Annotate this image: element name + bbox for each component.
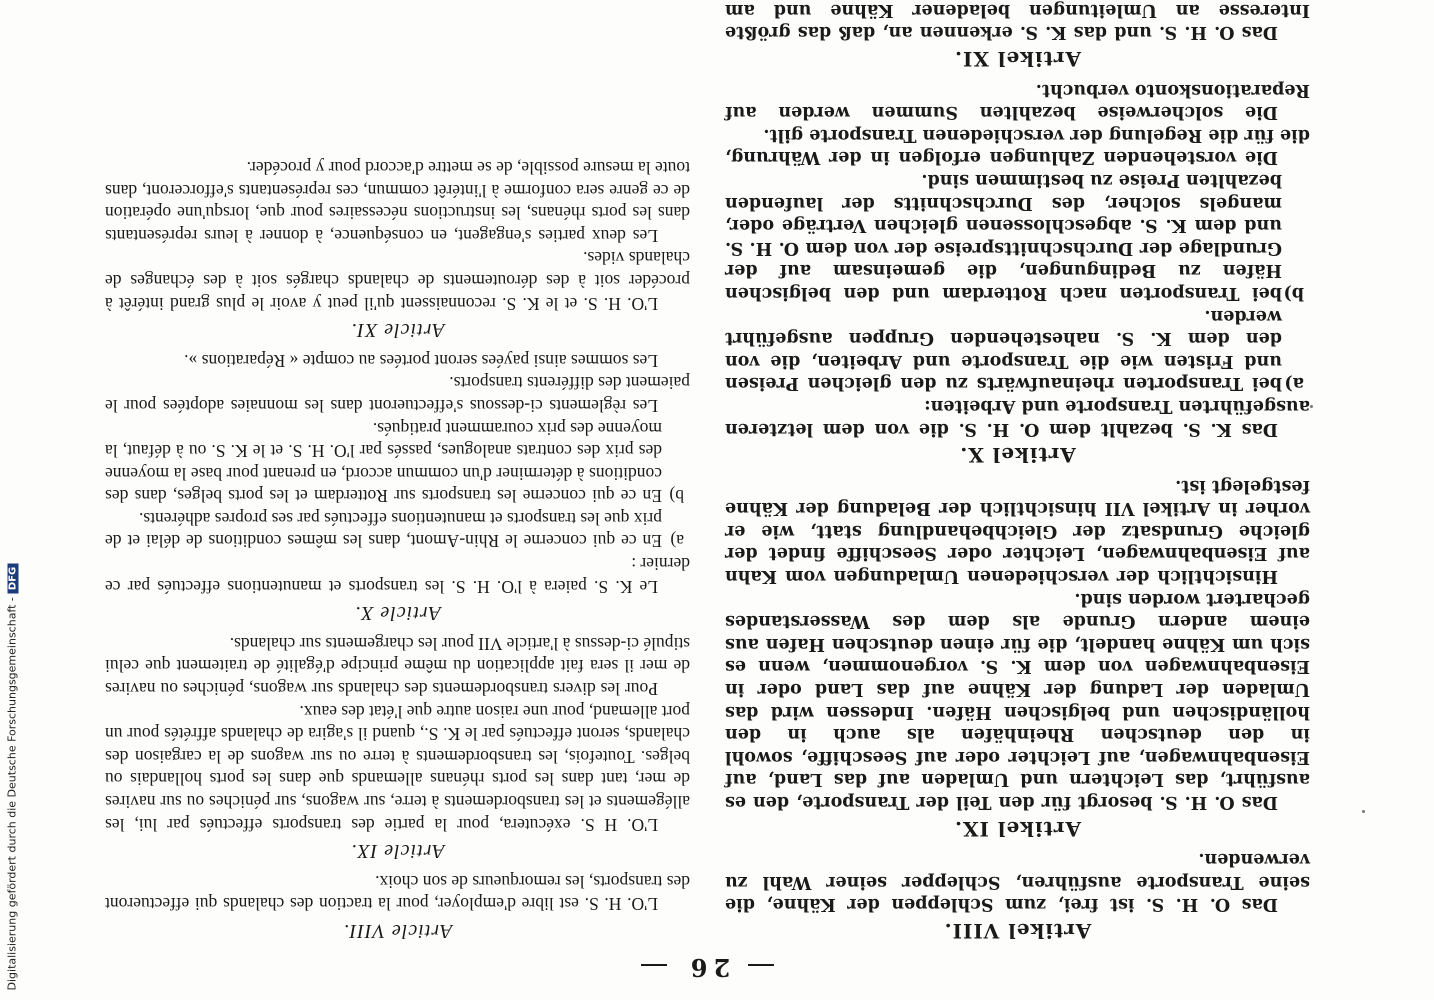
article-10-title-de: Artikel X. bbox=[959, 443, 1076, 468]
german-column bbox=[725, 0, 1310, 950]
footer-text: Digitalisierung gefördert durch die Deutsche Forschungsgemeinschaft - bbox=[5, 597, 19, 991]
article-11-text-de: Das O. H. S. und das K. S. erkennen an, daß das größte Interesse an Umleitungen beladener Kähne und am bbox=[725, 0, 1310, 43]
article-11-title-fr: Article XI. bbox=[350, 319, 445, 342]
article-9-text2-fr: Pour les divers transbordements des chalands sur wagons, péniches ou navires de mer il sera fait application du même principe d'égalité de traitement que celui stipulé ci-dessus à l'article VII pour les chargements sur chalands. bbox=[105, 633, 690, 700]
rotated-content bbox=[105, 0, 1310, 982]
article-10-intro-fr: Le K. S. paiera à l'O. H. S. les transports et manutentions effectués par ce dernier : bbox=[105, 554, 690, 597]
article-10-title-fr: Article X. bbox=[354, 602, 441, 625]
dfg-logo: DFG bbox=[8, 564, 19, 593]
article-11-text-fr: L'O. H. S. et le K. S. reconnaissent qu'il peut y avoir le plus grand intérêt à procéder soit à des déroutements de chalands chargés soit à des échanges de chalands vides. bbox=[105, 248, 690, 314]
article-9-title-de: Artikel IX. bbox=[954, 816, 1081, 841]
article-10-item-b-fr: b)En ce qui concerne les transports sur Rotterdam et les ports belges, dans des conditions à déterminer d'un commun accord, en prenant pour base la moyenne des prix des contrats analogues, passés par l'O. H. S. et le K. S. ou à défaut, la moyenne des prix couramment pratiqués. bbox=[105, 418, 684, 507]
article-10-text3-fr: Les sommes ainsi payées seront portées au compte « Réparations ». bbox=[184, 350, 658, 371]
scan-speck bbox=[1362, 810, 1365, 813]
article-10-text2-fr: Les règlements ci-dessous s'effectueront dans les monnaies adoptées pour le paiement des différents transports. bbox=[105, 373, 690, 416]
page-number: 26 bbox=[105, 953, 1310, 982]
article-9-text-fr: L'O. H S. exécutera, pour la partie des transports effectués par lui, les allégements et les transbordements à terre, sur wagons, sur péniches ou sur navires de mer, tant dans les ports rhénans allemands que dans les ports hollandais ou belges. Toutefois, les transbordements à terre ou sur wagons de la cargaison des chalands, seront effectués par le K. S., quand il s'agira de chalands affrétés pour un port allemand, pour une raison autre que l'état des eaux. bbox=[105, 701, 690, 835]
french-column bbox=[105, 156, 690, 950]
dash-right bbox=[641, 965, 667, 967]
article-10-item-a-de: a)bei Transporten rheinaufwärts zu den gleichen Preisen und Fristen wie die Transporte und Arbeiten, die von den dem K. S. nahestehenden Gruppen ausgeführt werden. bbox=[725, 305, 1304, 394]
article-8-title-de: Artikel VIII. bbox=[943, 919, 1092, 943]
article-8-text-de: Das O. H. S. ist frei, zum Schleppen der Kähne, die seine Transporte ausführen, Schlepper seiner Wahl zu verwenden. bbox=[725, 849, 1310, 915]
article-9-title-fr: Article IX. bbox=[350, 840, 445, 863]
scan-speck bbox=[1310, 405, 1313, 408]
article-11-text2-fr: Les deux parties s'engagent, en conséquence, à donner à leurs représentants dans les ports rhénans, les instructions nécessaires pour que, lorsqu'une opération de ce genre sera conforme à l'intérêt commun, ces représentants s'efforceront, dans toute la mesure possible, de se mettre d'accord pour y procéder. bbox=[105, 158, 690, 246]
article-10-text3-de: Die solcherweise bezahlten Summen werden auf Reparationskonto verbucht. bbox=[725, 79, 1310, 123]
article-9-text-de: Das O. H. S. besorgt für den Teil der Transporte, den es ausführt, das Leichtern und Umladen auf das Land, auf Eisenbahnwagen, auf Leichter oder auf Seeschiffe, sowohl in den deutschen Rheinhäfen als auch in den holländischen und belgischen Häfen. Indessen wird das Umladen der Ladung der Kähne auf das Land oder in Eisenbahnwagen von dem K. S. vorgenommen, wenn es sich um Kähne handelt, die für einen deutschen Hafen aus einem andern Grunde als dem des Wasserstandes gechartert worden sind. bbox=[725, 588, 1310, 813]
digitization-footer bbox=[0, 394, 19, 994]
dash-left bbox=[748, 965, 774, 967]
article-9-text2-de: Hinsichtlich der verschiedenen Umladungen vom Kahn auf Eisenbahnwagen, Leichter oder Seeschiffe findet der gleiche Grundsatz der Gleichbehandlung statt, wie er vorher in Artikel VII hinsichtlich der Beladung der Kähne festgelegt ist. bbox=[725, 475, 1310, 587]
article-8-text-fr: L'O. H. S. est libre d'employer, pour la traction des chalands qui effectueront des transports, les remorqueurs de son choix. bbox=[105, 871, 690, 915]
article-8-title-fr: Article VIII. bbox=[342, 920, 453, 942]
article-11-title-de: Artikel XI. bbox=[954, 47, 1081, 72]
article-10-text2-de: Die vorstehenden Zahlungen erfolgen in der Währung, die für die Regelung der verschiedenen Transporte gilt. bbox=[725, 124, 1310, 168]
article-10-item-b-de: b)bei Transporten nach Rotterdam und den belgischen Häfen zu Bedingungen, die gemeinsam auf der Grundlage der Durchschnittspreise der von dem O. H. S. und dem K. S. abgeschlossenen gleichen Verträge oder, mangels solcher, des Durchschnitts der laufenden bezahlten Preise zu bestimmen sind. bbox=[725, 170, 1304, 303]
article-10-intro-de: Das K. S. bezahlt dem O. H. S. die von dem letzteren ausgeführten Transporte und Arbeiten: bbox=[725, 395, 1310, 439]
article-10-item-a-fr: a)En ce qui concerne le Rhin-Amont, dans les mêmes conditions de délai et de prix que les transports et manutentions effectués par ses propres adhérents. bbox=[105, 508, 684, 552]
